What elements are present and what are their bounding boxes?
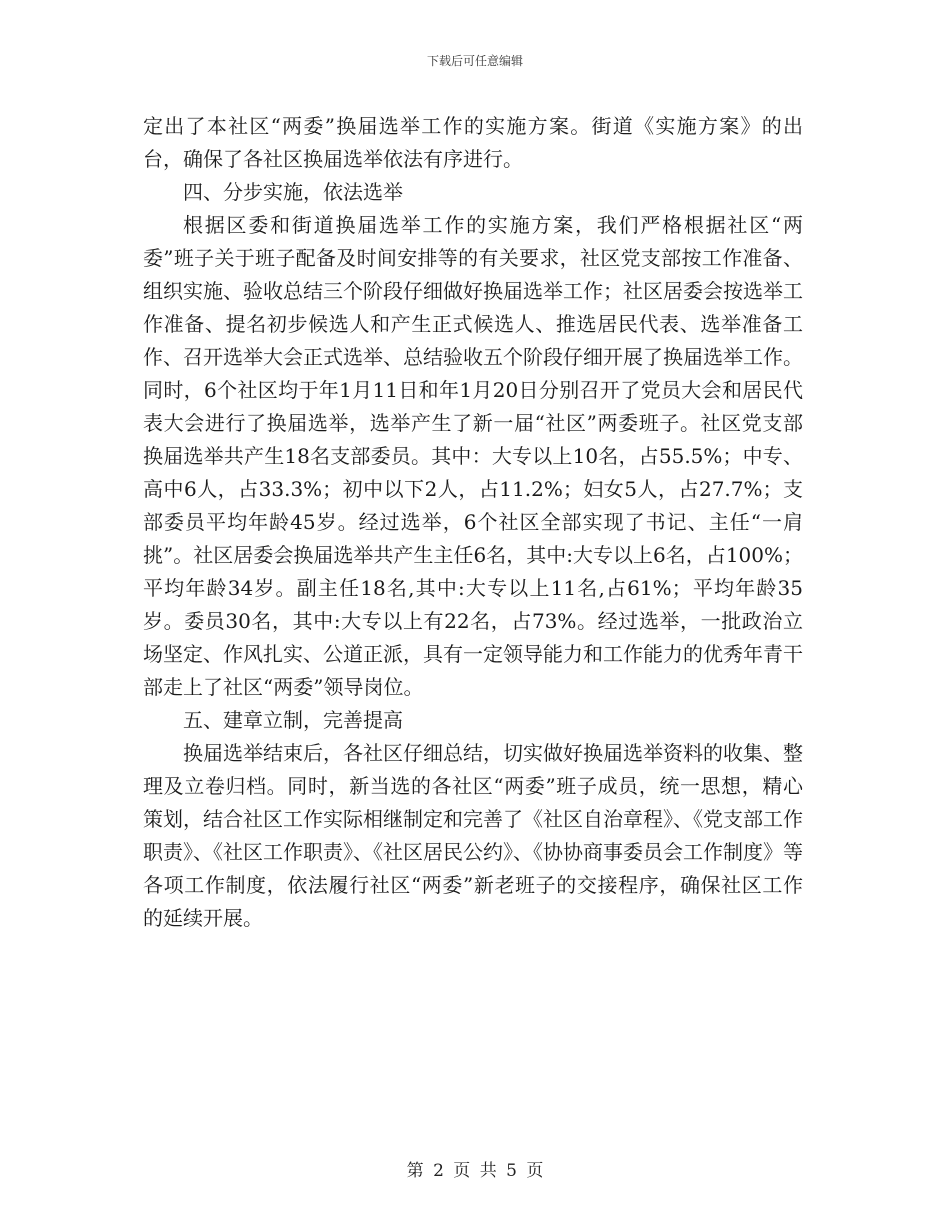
paragraph-rules: 换届选举结束后，各社区仔细总结，切实做好换届选举资料的收集、整理及立卷归档。同时，新当选的各社区“两委”班子成员，统一思想，精心策划，结合社区工作实际相继制定和完善了《社区自治章程》、《党支部工作职责》、《社区工作职责》、《社区居民公约》、《协协商事委员会工作制度》等各项工作制度，依法履行社区“两委”新老班子的交接程序，确保社区工作的延续开展。 [143,741,803,930]
section-heading-4: 四、分步实施，依法选举 [183,180,403,204]
section-heading-5: 五、建章立制，完善提高 [183,708,403,732]
header-note: 下载后可任意编辑 [426,54,523,68]
document-body [143,110,803,935]
paragraph-election-details: 根据区委和街道换届选举工作的实施方案，我们严格根据社区“两委”班子关于班子配备及时间安排等的有关要求，社区党支部按工作准备、组织实施、验收总结三个阶段仔细做好换届选举工作；社区居委会按选举工作准备、提名初步候选人和产生正式候选人、推选居民代表、选举准备工作、召开选举大会正式选举、总结验收五个阶段仔细开展了换届选举工作。同时，6个社区均于年1月11日和年1月20日分别召开了党员大会和居民代表大会进行了换届选举，选举产生了新一届“社区”两委班子。社区党支部换届选举共产生18名支部委员。其中：大专以上10名，占55.5%；中专、高中6人，占33.3%；初中以下2人，占11.2%；妇女5人，占27.7%；支部委员平均年龄45岁。经过选举，6个社区全部实现了书记、主任“一肩挑”。社区居委会换届选举共产生主任6名，其中:大专以上6名，占100%；平均年龄34岁。副主任18名,其中:大专以上11名,占61%；平均年龄35岁。委员30名，其中:大专以上有22名，占73%。经过选举，一批政治立场坚定、作风扎实、公道正派，具有一定领导能力和工作能力的优秀年青干部走上了社区“两委”领导岗位。 [143,213,803,699]
paragraph-continuation: 定出了本社区“两委”换届选举工作的实施方案。街道《实施方案》的出台，确保了各社区换届选举依法有序进行。 [143,114,803,171]
page-number-footer: 第 2 页 共 5 页 [406,1161,544,1181]
